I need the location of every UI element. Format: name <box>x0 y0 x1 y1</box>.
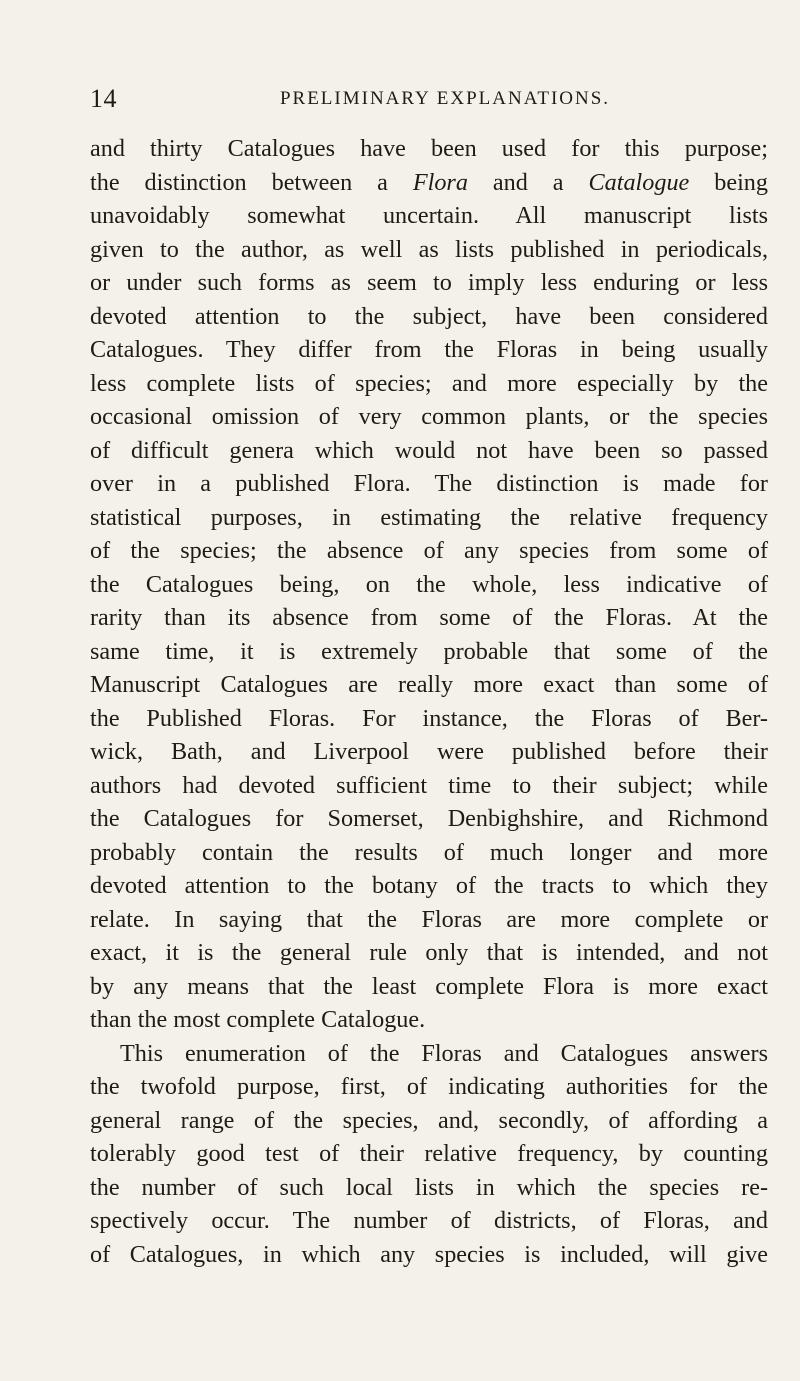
text-line: tolerably good test of their relative frequency, by counting <box>90 1140 768 1167</box>
text-line: Manuscript Catalogues are really more exact than some of <box>90 671 768 698</box>
text-line: Catalogues. They differ from the Floras in being usually <box>90 336 768 363</box>
text-line: and thirty Catalogues have been used for this purpose; <box>90 135 768 162</box>
text-line: occasional omission of very common plants, or the species <box>90 403 768 430</box>
text-line: of Catalogues, in which any species is included, will give <box>90 1240 768 1268</box>
text-line: given to the author, as well as lists published in periodicals, <box>90 235 768 263</box>
text-line: statistical purposes, in estimating the relative frequency <box>90 503 768 531</box>
text-line: relate. In saying that the Floras are more complete or <box>90 905 768 933</box>
text-line: less complete lists of species; and more especially by the <box>90 369 768 397</box>
text-run: and a <box>467 168 589 196</box>
text-line: by any means that the least complete Flora is more exact <box>90 972 768 1000</box>
text-line: probably contain the results of much longer and more <box>90 838 768 866</box>
text-line: authors had devoted sufficient time to their subject; while <box>90 771 768 799</box>
text-line: rarity than its absence from some of the Floras. At the <box>90 604 768 631</box>
text-run: the distinction between a <box>90 168 413 196</box>
text-line: spectively occur. The number of districts, of Floras, and <box>90 1207 768 1234</box>
running-head: PRELIMINARY EXPLANATIONS. <box>279 88 611 109</box>
text-line: of the species; the absence of any species from some of <box>90 537 768 564</box>
text-line: the Published Floras. For instance, the Floras of Ber- <box>90 704 768 732</box>
text-line: unavoidably somewhat uncertain. All manuscript lists <box>90 202 768 229</box>
italic-term-catalogue: Catalogue <box>588 168 690 196</box>
paragraph-start-line: This enumeration of the Floras and Catalogues answers <box>120 1039 768 1067</box>
text-line: general range of the species, and, secondly, of affording a <box>90 1106 768 1134</box>
body-text <box>90 132 768 1271</box>
text-line: wick, Bath, and Liverpool were published before their <box>90 738 768 765</box>
text-line: same time, it is extremely probable that some of the <box>90 637 768 665</box>
text-line: the twofold purpose, first, of indicating authorities for the <box>90 1073 768 1100</box>
text-line: the Catalogues being, on the whole, less indicative of <box>90 570 768 598</box>
text-line: the number of such local lists in which the species re- <box>90 1173 768 1201</box>
text-line: devoted attention to the subject, have been considered <box>90 302 768 330</box>
text-line: the Catalogues for Somerset, Denbighshire, and Richmond <box>90 805 768 832</box>
text-line-with-italics <box>90 166 768 200</box>
italic-term-flora: Flora <box>412 168 468 196</box>
text-line: or under such forms as seem to imply less enduring or less <box>90 269 768 296</box>
paragraph-end-line: than the most complete Catalogue. <box>90 1006 426 1033</box>
text-line: over in a published Flora. The distinction is made for <box>90 470 768 497</box>
text-line: exact, it is the general rule only that is intended, and not <box>90 939 768 966</box>
text-line: of difficult genera which would not have been so passed <box>90 436 768 464</box>
text-line: devoted attention to the botany of the tracts to which they <box>90 872 768 899</box>
page-header <box>90 84 780 116</box>
page-number: 14 <box>90 84 117 113</box>
text-run: being <box>689 168 768 196</box>
